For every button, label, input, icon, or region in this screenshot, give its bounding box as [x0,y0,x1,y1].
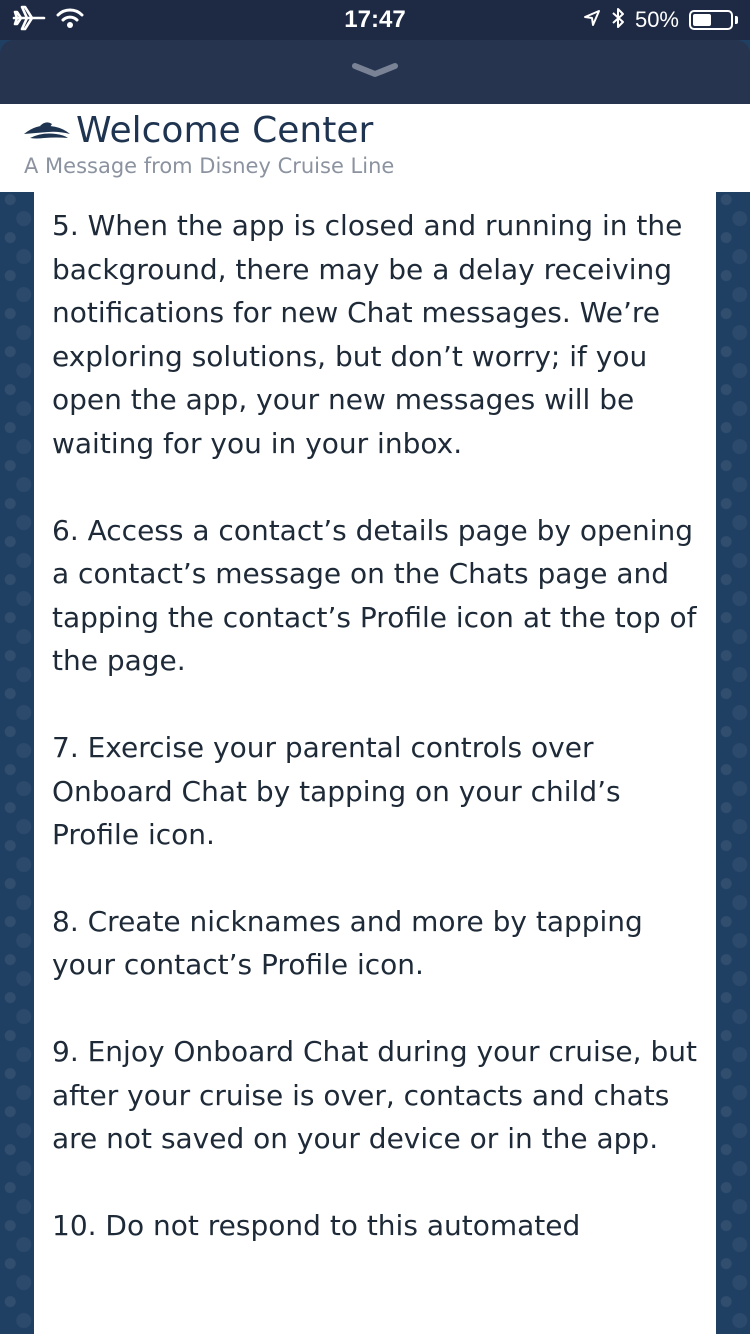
status-right [583,4,738,36]
status-time: 17:47 [344,6,406,33]
message-item-10: 10. Do not respond to this automated [52,1208,581,1242]
chevron-down-icon[interactable] [351,62,399,82]
battery-level [693,14,711,26]
page-title: Welcome Center [76,110,374,151]
battery-percent: 50% [634,7,679,32]
message-content[interactable] [34,192,716,1334]
message-item-5: 5. When the app is closed and running in the background, there may be a delay receiving notifications for new Chat messages. We’re exploring solutions, but don’t worry; if you open the app, your new messages will be waiting for you in your inbox. [52,209,683,460]
battery-icon [689,10,733,30]
battery-tip [735,16,738,24]
cruise-ship-logo-icon [22,120,72,148]
message-item-6: 6. Access a contact’s details page by opening a contact’s message on the Chats page and tapping the contact’s Profile icon at the top of the page. [52,513,697,678]
status-bar [0,0,750,40]
side-pattern-right [716,192,750,1334]
message-item-9: 9. Enjoy Onboard Chat during your cruise, but after your cruise is over, contacts and chats are not saved on your device or in the app. [52,1034,697,1156]
message-item-7: 7. Exercise your parental controls over Onboard Chat by tapping on your child’s Profile icon. [52,730,621,852]
side-pattern-left [0,192,34,1334]
page-subtitle: A Message from Disney Cruise Line [24,154,395,178]
message-item-8: 8. Create nicknames and more by tapping your contact’s Profile icon. [52,904,643,982]
location-icon [583,9,601,31]
bluetooth-icon [611,7,625,33]
sheet-grabber[interactable] [0,40,750,104]
